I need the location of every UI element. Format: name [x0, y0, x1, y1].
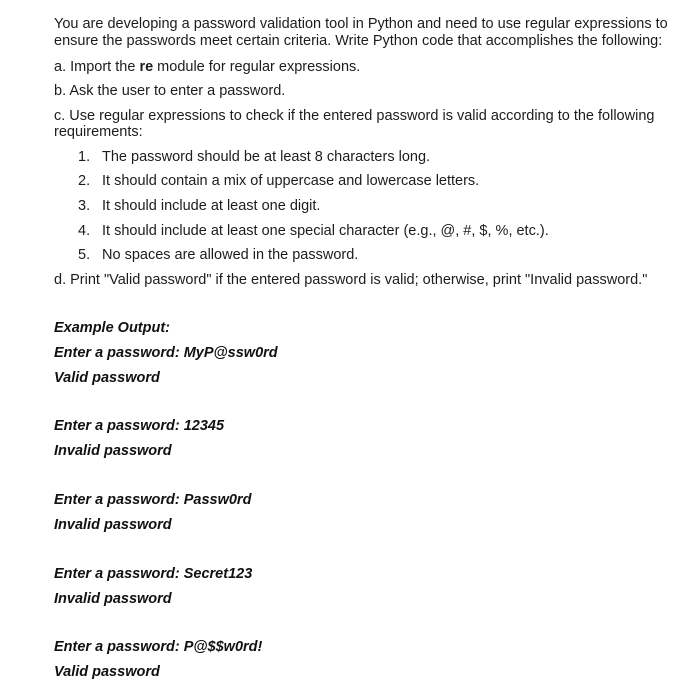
example-result: Invalid password — [54, 517, 172, 533]
requirement-text: The password should be at least 8 characters long. — [102, 149, 431, 165]
intro-line-1: You are developing a password validation tool in Python and need to use regular expressions to — [54, 16, 668, 32]
task-a-prefix: a. Import the — [54, 59, 140, 75]
example-result: Valid password — [54, 664, 160, 680]
task-b: b. Ask the user to enter a password. — [54, 83, 286, 99]
example-result: Invalid password — [54, 591, 172, 607]
requirement-item — [78, 198, 320, 215]
requirement-number: 3. — [78, 198, 91, 214]
task-c-line-2: requirements: — [54, 124, 143, 140]
requirement-item — [78, 223, 549, 240]
example-prompt: Enter a password: Passw0rd — [54, 492, 252, 508]
requirement-number: 2. — [78, 173, 91, 189]
requirement-text: No spaces are allowed in the password. — [102, 247, 359, 263]
task-a — [54, 59, 360, 76]
example-output-heading: Example Output: — [54, 320, 171, 336]
example-prompt: Enter a password: P@$$w0rd! — [54, 639, 263, 655]
requirement-item — [78, 247, 358, 264]
task-c-line-1: c. Use regular expressions to check if the entered password is valid according to the following — [54, 108, 655, 124]
example-prompt: Enter a password: 12345 — [54, 418, 225, 434]
requirement-item — [78, 149, 430, 166]
example-prompt: Enter a password: MyP@ssw0rd — [54, 345, 278, 361]
requirement-item — [78, 173, 479, 190]
requirement-text: It should include at least one special character (e.g., @, #, $, %, etc.). — [102, 223, 549, 239]
task-a-module-name: re — [139, 59, 154, 75]
requirement-text: It should contain a mix of uppercase and lowercase letters. — [102, 173, 480, 189]
requirement-number: 5. — [78, 247, 91, 263]
intro-line-2: ensure the passwords meet certain criteria. Write Python code that accomplishes the following: — [54, 33, 663, 49]
example-prompt: Enter a password: Secret123 — [54, 566, 253, 582]
task-d: d. Print "Valid password" if the entered password is valid; otherwise, print "Invalid password." — [54, 272, 648, 288]
requirement-number: 4. — [78, 223, 91, 239]
example-result: Invalid password — [54, 443, 172, 459]
requirement-text: It should include at least one digit. — [102, 198, 321, 214]
example-result: Valid password — [54, 370, 160, 386]
task-a-suffix: module for regular expressions. — [153, 59, 361, 75]
requirement-number: 1. — [78, 149, 91, 165]
